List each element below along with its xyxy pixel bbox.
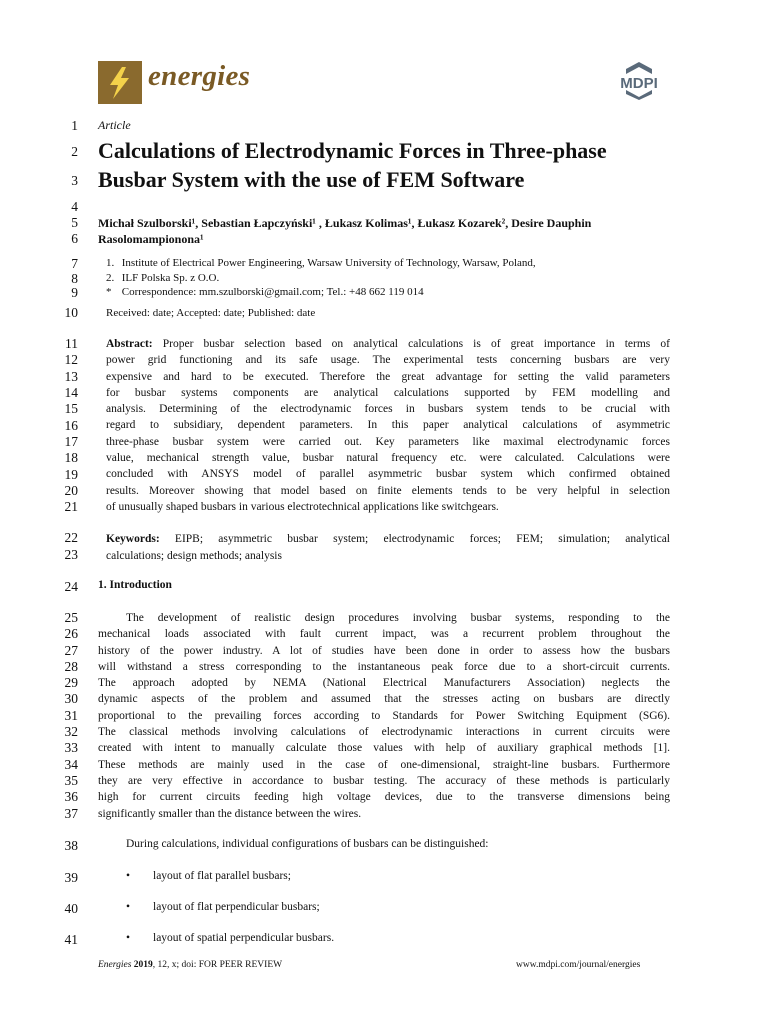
title-line: Calculations of Electrodynamic Forces in Three-phase [98, 138, 607, 163]
line-number: 1 [71, 118, 78, 133]
abstract-line: of unusually shaped busbars in various electrotechnical applications like switchgears. [106, 500, 499, 513]
line-number: 11 [65, 336, 78, 351]
keywords-line [106, 531, 670, 548]
line-number: 41 [64, 932, 78, 947]
footer-citation [98, 960, 282, 970]
line-number: 9 [71, 285, 78, 300]
abstract-label: Abstract: [106, 338, 153, 350]
title-line: Busbar System with the use of FEM Software [98, 167, 525, 192]
intro-line: The approach adopted by NEMA (National Electrical Manufacturers Association) neglects the [98, 677, 670, 690]
line-number: 39 [64, 870, 78, 885]
footer-rest: , 12, x; doi: FOR PEER REVIEW [152, 960, 283, 970]
affiliation-marker: 2. [106, 272, 115, 284]
line-number: 5 [71, 215, 78, 230]
intro-line: history of the power industry. A lot of studies have been done in order to assess how the busbars [98, 644, 670, 657]
line-number: 27 [64, 643, 78, 658]
line-number: 40 [64, 901, 78, 916]
line-number: 35 [64, 773, 78, 788]
lightning-icon [98, 61, 142, 104]
list-item-text: layout of flat parallel busbars; [153, 870, 291, 882]
intro-line: created with intent to manually calculate those values with help of auxiliary graphical methods [1]. [98, 742, 670, 755]
line-number: 2 [71, 144, 78, 159]
bullet-icon: • [126, 901, 131, 913]
publisher-name: MDPI [620, 75, 658, 92]
line-number: 3 [71, 173, 78, 188]
list-item-text: layout of flat perpendicular busbars; [153, 901, 320, 913]
line-number: 23 [64, 547, 78, 562]
line-number: 36 [64, 789, 78, 804]
intro-line: proportional to the prevailing forces according to Standards for Power Switching Equipment (SG6). [98, 709, 670, 722]
list-item [126, 932, 334, 944]
line-number: 34 [64, 757, 78, 772]
authors-line: Rasolomampionona¹ [98, 232, 204, 246]
abstract-text: Proper busbar selection based on analytical calculations is of great importance in terms of [152, 338, 670, 350]
author-list [98, 215, 673, 247]
intro-line: high for current circuits feeding high voltage devices, due to the transverse dimensions being [98, 791, 670, 804]
line-number: 16 [64, 418, 78, 433]
abstract-line: expensive and hard to be executed. Therefore the great advantage for setting the valid parameters [106, 370, 670, 383]
list-item [126, 901, 320, 913]
line-number: 7 [71, 256, 78, 271]
correspondence-text: Correspondence: mm.szulborski@gmail.com; Tel.: +48 662 119 014 [121, 286, 424, 298]
configurations-paragraph: During calculations, individual configurations of busbars can be distinguished: [126, 838, 489, 850]
line-number: 20 [64, 483, 78, 498]
abstract-line: power grid functioning and its safe usage. The experimental tests concerning busbars are very [106, 354, 670, 367]
line-number: 8 [71, 271, 78, 286]
intro-line: dynamic aspects of the problem and assumed that the stresses acting on busbars are directly [98, 693, 670, 706]
line-number: 13 [64, 369, 78, 384]
paper-title [98, 136, 688, 194]
keywords-label: Keywords: [106, 533, 160, 545]
journal-logo-icon [98, 61, 142, 104]
section-heading: 1. Introduction [98, 579, 172, 591]
abstract-line: concluded with ANSYS model of parallel asymmetric busbar system which confirmed obtained [106, 468, 670, 481]
footer-journal: Energies [98, 960, 132, 970]
journal-name: energies [148, 60, 251, 92]
abstract-line: analysis. Determining of the electrodynamic forces in busbars system tends to be crucial with [106, 403, 670, 416]
footer-url: www.mdpi.com/journal/energies [516, 960, 641, 970]
line-number: 14 [64, 385, 78, 400]
abstract [106, 336, 670, 515]
line-number: 32 [64, 724, 78, 739]
line-number: 22 [64, 530, 78, 545]
line-number: 25 [64, 610, 78, 625]
introduction-paragraph [98, 610, 670, 822]
line-number: 6 [71, 231, 78, 246]
publication-dates: Received: date; Accepted: date; Published: date [106, 307, 316, 319]
intro-line: will withstand a stress corresponding to the instantaneous peak force due to a short-circuit currents. [98, 660, 670, 673]
affiliation-text: ILF Polska Sp. z O.O. [121, 272, 220, 284]
line-number: 19 [64, 467, 78, 482]
line-number: 28 [64, 659, 78, 674]
line-number: 37 [64, 806, 78, 821]
line-number: 29 [64, 675, 78, 690]
intro-line: The classical methods involving calculations of electrodynamic interactions in current circuits were [98, 726, 670, 739]
bullet-icon: • [126, 932, 131, 944]
line-number: 38 [64, 838, 78, 853]
line-number: 31 [64, 708, 78, 723]
line-number: 10 [64, 305, 78, 320]
line-number: 33 [64, 740, 78, 755]
keywords [106, 531, 670, 565]
abstract-line: regard to subsidiary, dependent parameters. In this paper analytical calculations of asymmetric [106, 419, 670, 432]
line-number: 12 [64, 352, 78, 367]
footer-year: 2019 [131, 960, 153, 970]
intro-line: mechanical loads associated with fault current impact, was a recurrent problem throughout the [98, 628, 670, 641]
intro-line: significantly smaller than the distance between the wires. [98, 807, 362, 820]
affiliation-1 [106, 256, 536, 271]
abstract-line: value, mechanical strength value, busbar natural frequency etc. were calculated. Calculations were [106, 452, 670, 465]
correspondence [106, 285, 424, 300]
authors-line: Michał Szulborski¹, Sebastian Łapczyński¹ , Łukasz Kolimas¹, Łukasz Kozarek², Desire Dauphin [98, 216, 592, 230]
intro-line: These methods are mainly used in the case of one-dimensional, straight-line busbars. Furthermore [98, 758, 670, 771]
list-item-text: layout of spatial perpendicular busbars. [153, 932, 335, 944]
line-number: 24 [64, 579, 78, 594]
affiliation-text: Institute of Electrical Power Engineering, Warsaw University of Technology, Warsaw, Poland, [121, 257, 536, 269]
line-number: 21 [64, 499, 78, 514]
abstract-line: for busbar systems components are analytical calculations supported by FEM modelling and [106, 386, 670, 399]
line-number: 15 [64, 401, 78, 416]
mdpi-logo-icon [608, 60, 670, 100]
list-item [126, 870, 291, 882]
intro-line: they are very effective in accordance to busbar testing. The accuracy of these methods is particularly [98, 774, 670, 787]
article-type-label: Article [98, 118, 131, 132]
line-number: 30 [64, 691, 78, 706]
line-number: 17 [64, 434, 78, 449]
affiliation-marker: 1. [106, 257, 115, 269]
keywords-text: EIPB; asymmetric busbar system; electrodynamic forces; FEM; simulation; analytical [159, 533, 670, 545]
line-number: 18 [64, 450, 78, 465]
line-number: 4 [71, 199, 78, 214]
line-number: 26 [64, 626, 78, 641]
abstract-line [106, 336, 670, 352]
affiliation-marker: * [106, 286, 112, 298]
bullet-icon: • [126, 870, 131, 882]
keywords-line: calculations; design methods; analysis [106, 550, 282, 562]
affiliation-2 [106, 271, 219, 286]
intro-line: The development of realistic design procedures involving busbar systems, responding to the [126, 612, 670, 624]
abstract-line: three-phase busbar system were carried out. Key parameters like maximal electrodynamic forces [106, 435, 670, 448]
abstract-line: results. Moreover showing that model based on finite elements tends to be very helpful in selection [106, 484, 670, 497]
